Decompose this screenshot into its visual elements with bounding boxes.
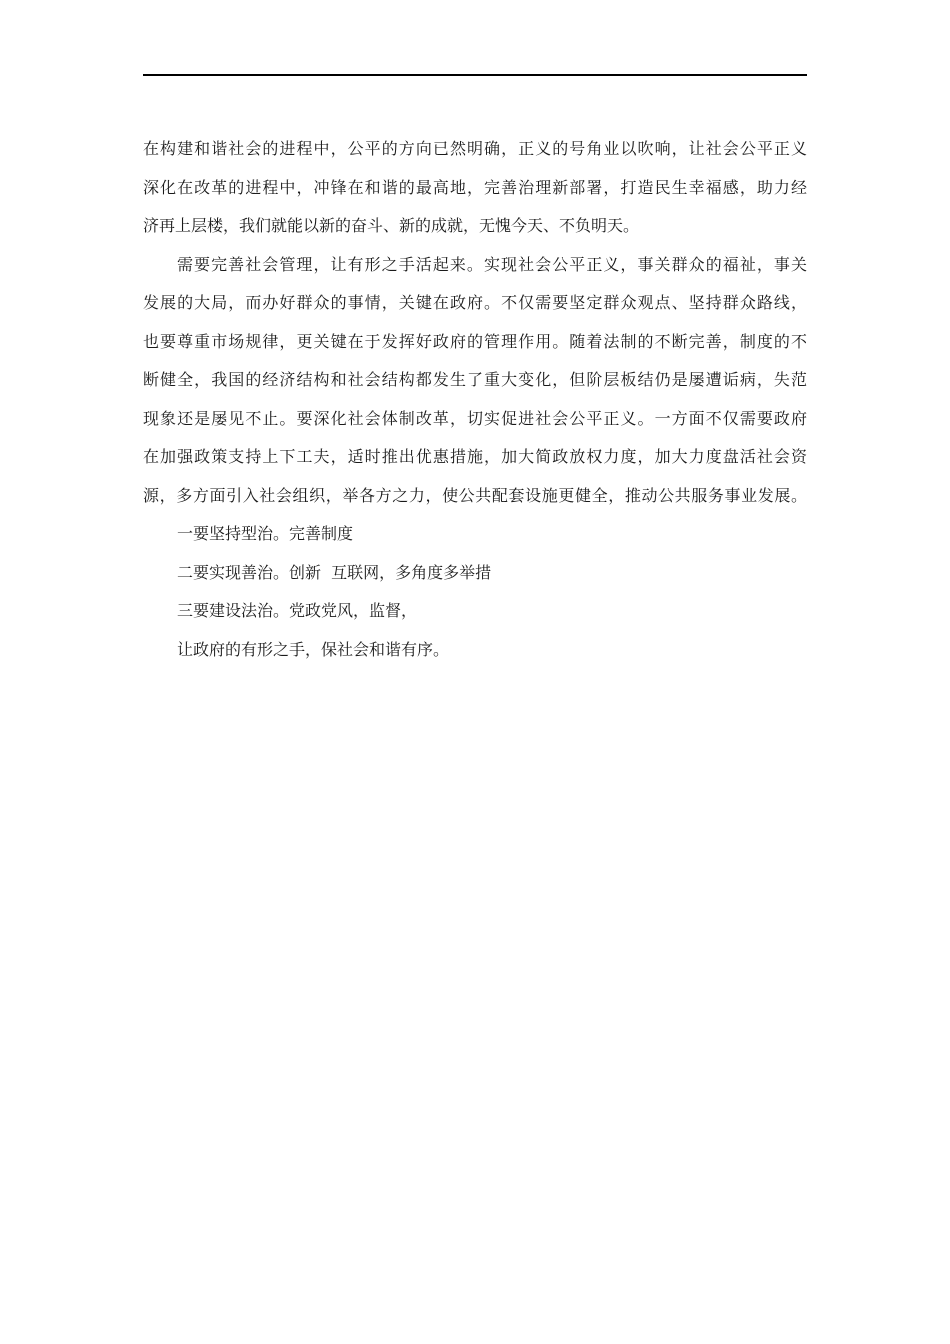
text-line: 济再上层楼，我们就能以新的奋斗、新的成就，无愧今天、不负明天。: [143, 216, 640, 235]
text-line: 让政府的有形之手，保社会和谐有序。: [177, 639, 450, 659]
text-line: 深化在改革的进程中，冲锋在和谐的最高地，完善治理新部署，打造民生幸福感，助力经: [143, 177, 807, 197]
text-line: 需要完善社会管理，让有形之手活起来。实现社会公平正义，事关群众的福祉，事关: [177, 254, 807, 274]
text-line: 三要建设法治。党政党风，监督，: [177, 601, 418, 620]
paragraph-4: [143, 554, 807, 593]
paragraph-6: [143, 631, 807, 670]
document-body: [143, 130, 807, 669]
paragraph-2: [143, 246, 807, 516]
text-line: 也要尊重市场规律，更关键在于发挥好政府的管理作用。随着法制的不断完善，制度的不: [143, 331, 807, 351]
paragraph-1: [143, 130, 807, 246]
text-line: 现象还是屡见不止。要深化社会体制改革，切实促进社会公平正义。一方面不仅需要政府: [143, 408, 807, 428]
text-line: 在构建和谐社会的进程中，公平的方向已然明确，正义的号角业以吹响，让社会公平正义: [143, 139, 807, 158]
text-line: 发展的大局，而办好群众的事情，关键在政府。不仅需要坚定群众观点、坚持群众路线，: [143, 293, 807, 312]
text-line: 二要实现善治。创新 互联网，多角度多举措: [177, 562, 492, 582]
text-line: 在加强政策支持上下工夫，适时推出优惠措施，加大简政放权力度，加大力度盘活社会资: [143, 447, 807, 466]
text-line: 断健全，我国的经济结构和社会结构都发生了重大变化，但阶层板结仍是屡遭诟病，失范: [143, 370, 807, 389]
paragraph-5: [143, 592, 807, 631]
paragraph-3: [143, 515, 807, 554]
header-rule: [143, 74, 807, 76]
text-line: 源，多方面引入社会组织，举各方之力，使公共配套设施更健全，推动公共服务事业发展。: [143, 485, 807, 505]
text-line: 一要坚持型治。完善制度: [177, 524, 354, 543]
